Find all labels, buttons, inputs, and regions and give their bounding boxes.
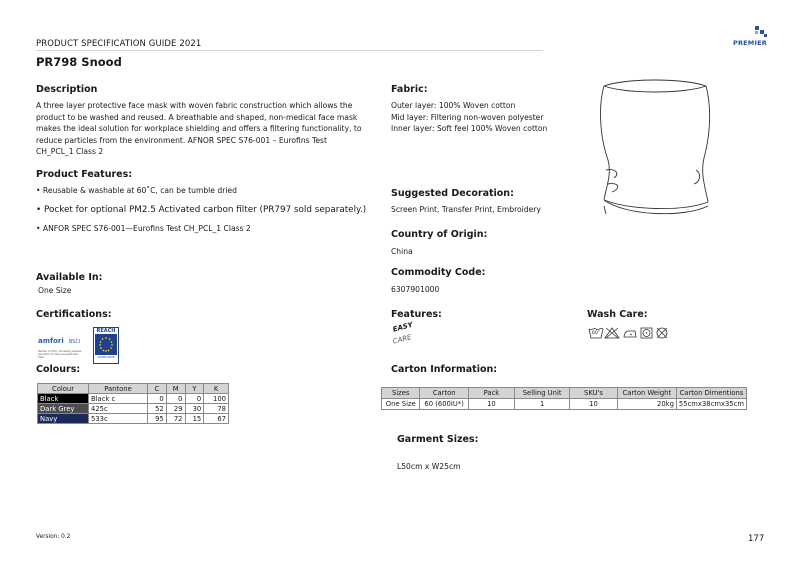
table-row [38, 394, 229, 404]
col-header: Colour [38, 384, 89, 394]
wash-care-icons [588, 325, 671, 341]
do-not-dry-clean-icon [655, 327, 669, 339]
decoration-heading: Suggested Decoration: [391, 188, 514, 199]
description-line: CH_PCL_1 Class 2 [36, 147, 104, 157]
description-heading: Description [36, 84, 98, 95]
carton-col-header: Carton Dimentions [676, 388, 746, 399]
reach-compliance-logo [93, 327, 119, 364]
description-text [36, 100, 381, 158]
carton-cell: 60 (600IU*) [420, 399, 468, 410]
col-header: M [166, 384, 185, 394]
y-cell: 30 [185, 404, 204, 414]
carton-heading: Carton Information: [391, 364, 498, 375]
available-in-value: One Size [38, 286, 72, 295]
version-label: Version: 0.2 [36, 534, 71, 540]
fabric-heading: Fabric: [391, 84, 428, 95]
decoration-value: Screen Print, Transfer Print, Embroidery [391, 205, 541, 214]
description-line: reduce particles from the environment. AFNOR SPEC S76-001 – Eurofins Test [36, 135, 327, 145]
y-cell: 15 [185, 414, 204, 424]
page-number: 177 [748, 534, 765, 544]
carton-col-header: Pack [468, 388, 514, 399]
feature-item: • Pocket for optional PM2.5 Activated carbon filter (PR797 sold separately.) [36, 205, 367, 215]
snood-illustration [596, 78, 714, 220]
pantone-cell: 533c [89, 414, 148, 424]
c-cell: 52 [148, 404, 167, 414]
wash-60-icon [588, 327, 604, 339]
carton-cell: 1 [515, 399, 570, 410]
carton-col-header: Carton [420, 388, 468, 399]
reach-text: REACH [96, 328, 116, 334]
description-line: product to be washed and reused. A breathable and shaped, non-medical face mask [36, 112, 358, 122]
colours-header-row [38, 384, 229, 394]
amfori-text: amfori [38, 337, 64, 345]
carton-col-header: Selling Unit [515, 388, 570, 399]
tumble-dry-icon [640, 327, 653, 339]
colour-swatch-cell: Navy [38, 414, 89, 424]
easy-text: EASY [392, 320, 414, 334]
carton-col-header: SKU's [570, 388, 617, 399]
carton-header-row [382, 388, 747, 399]
k-cell: 78 [204, 404, 229, 414]
carton-cell: 55cmx38cmx35cm [676, 399, 746, 410]
features-heading: Features: [391, 309, 442, 320]
certifications-heading: Certifications: [36, 309, 112, 320]
col-header: Pantone [89, 384, 148, 394]
description-line: makes the ideal solution for workplace shielding and offers a filtering functionality, to [36, 124, 362, 134]
m-cell: 0 [166, 394, 185, 404]
k-cell: 100 [204, 394, 229, 404]
fabric-line: Mid layer: Filtering non-woven polyester [391, 112, 544, 122]
carton-table [381, 387, 747, 410]
m-cell: 72 [166, 414, 185, 424]
wash-temp: 60˚ [592, 331, 600, 336]
fabric-line: Inner layer: Soft feel 100% Woven cotton [391, 124, 548, 134]
commodity-value: 6307901000 [391, 285, 440, 294]
guide-title: PRODUCT SPECIFICATION GUIDE 2021 [36, 39, 202, 49]
easy-care-icon [392, 320, 418, 352]
do-not-bleach-icon [604, 327, 620, 339]
colours-heading: Colours: [36, 364, 81, 375]
premier-logo [731, 24, 771, 50]
product-features-heading: Product Features: [36, 169, 133, 180]
carton-cell: 20kg [617, 399, 676, 410]
amfori-bsci-text: BSCI [68, 339, 81, 345]
table-row [38, 404, 229, 414]
k-cell: 67 [204, 414, 229, 424]
description-line: A three layer protective face mask with woven fabric construction which allows the [36, 101, 353, 110]
iron-icon [622, 327, 638, 339]
commodity-heading: Commodity Code: [391, 267, 486, 278]
carton-cell: 10 [468, 399, 514, 410]
amfori-small-print: Member of amfori, the leading business association for open and sustainable trade. [38, 350, 82, 359]
care-text: CARE [392, 333, 413, 346]
logo-text: PREMIER [733, 39, 767, 47]
feature-item: • Reusable & washable at 60˚C, can be tumble dried [36, 186, 237, 195]
garment-value: L50cm x W25cm [397, 462, 461, 471]
eu-stars-icon [95, 334, 117, 355]
table-row [382, 399, 747, 410]
garment-heading: Garment Sizes: [397, 434, 479, 445]
carton-cell: 10 [570, 399, 617, 410]
header-divider [36, 50, 543, 51]
origin-heading: Country of Origin: [391, 229, 488, 240]
c-cell: 95 [148, 414, 167, 424]
carton-col-header: Sizes [382, 388, 420, 399]
fabric-line: Outer layer: 100% Woven cotton [391, 101, 516, 110]
table-row [38, 414, 229, 424]
available-in-heading: Available In: [36, 272, 103, 283]
c-cell: 0 [148, 394, 167, 404]
col-header: C [148, 384, 167, 394]
feature-item: • ANFOR SPEC S76-001—Eurofins Test CH_PCL_1 Class 2 [36, 224, 251, 233]
col-header: Y [185, 384, 204, 394]
wash-care-heading: Wash Care: [587, 309, 648, 320]
m-cell: 29 [166, 404, 185, 414]
colour-swatch-cell: Dark Grey [38, 404, 89, 414]
colours-table [37, 383, 229, 424]
col-header: K [204, 384, 229, 394]
amfori-bsci-logo [38, 328, 88, 359]
fabric-text [391, 100, 547, 135]
carton-col-header: Carton Weight [617, 388, 676, 399]
pantone-cell: 425c [89, 404, 148, 414]
colour-swatch-cell: Black [38, 394, 89, 404]
compliance-text: COMPLIANCE [97, 356, 115, 359]
product-title: PR798 Snood [36, 55, 122, 69]
y-cell: 0 [185, 394, 204, 404]
origin-value: China [391, 247, 413, 256]
pantone-cell: Black c [89, 394, 148, 404]
carton-cell: One Size [382, 399, 420, 410]
